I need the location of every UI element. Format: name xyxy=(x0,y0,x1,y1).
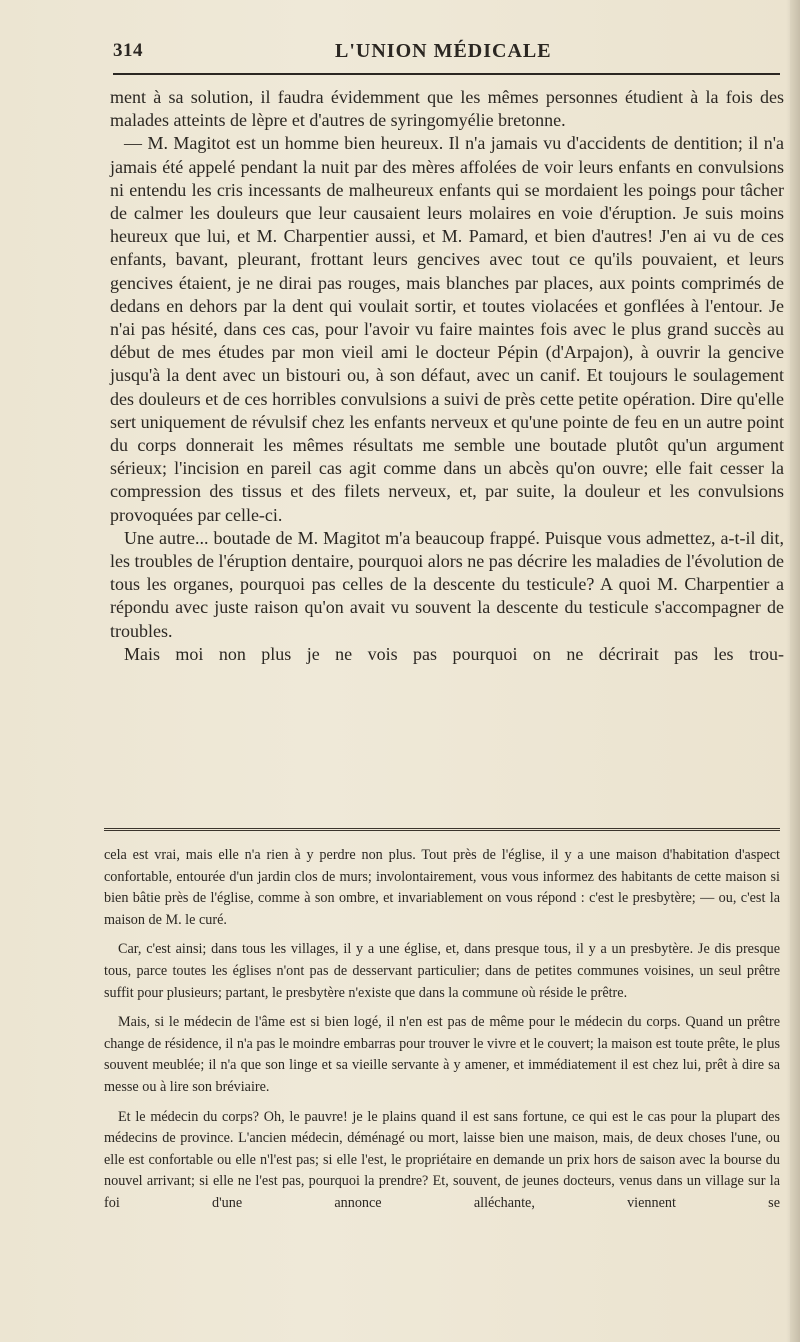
page-number: 314 xyxy=(113,40,143,61)
footnote-paragraph: Mais, si le médecin de l'âme est si bien logé, il n'en est pas de même pour le médecin du corps. Quand un prêtre change de résidence, il n'a pas le moindre embarras pour trouver le vivre et le couvert; la maison est toute prête, le plus souvent meublée; il n'a que son linge et sa vieille servante à y amener, et immédiatement il est chez lui, prêt à dire sa messe ou à lire son bréviaire. xyxy=(104,1014,780,1095)
footnote-rule xyxy=(104,828,780,831)
body-paragraph: Une autre... boutade de M. Magitot m'a beaucoup frappé. Puisque vous admettez, a-t-il dit, les troubles de l'éruption dentaire, pourquoi alors ne pas décrire les maladies de l'évolution de tous les organes, pourquoi pas celles de la descente du testicule? A quoi M. Charpentier a répondu avec juste raison qu'on avait vu souvent la descente du testicule s'accompagner de troubles. xyxy=(110,527,784,641)
running-header xyxy=(113,40,780,70)
body-paragraph: ment à sa solution, il faudra évidemment que les mêmes personnes étudient à la fois des malades atteints de lèpre et d'autres de syringomyélie bretonne. xyxy=(110,87,784,131)
page-edge-shadow xyxy=(786,0,800,1342)
body-paragraph: — M. Magitot est un homme bien heureux. Il n'a jamais vu d'accidents de dentition; il n'a jamais été appelé pendant la nuit par des mères affolées de voir leurs enfants en convulsions ni entendu les cris incessants de malheureux enfants qui se mordaient les poings pour tâcher de calmer les douleurs que leur causaient leurs molaires en voie d'éruption. Je suis moins heureux que lui, et M. Charpentier aussi, et M. Pamard, et bien d'autres! J'en ai vu de ces enfants, bavant, pleurant, frottant leurs gencives avec tout ce qu'ils pouvaient, et leurs gencives étaient, je ne dirai pas rouges, mais blanches par places, aux points comprimés de dedans en dehors par la dent qui voulait sortir, et toutes violacées et gonflées à l'entour. Je n'ai pas hésité, dans ces cas, pour l'avoir vu faire maintes fois avec le plus grand succès au début de mes études par mon vieil ami le docteur Pépin (d'Arpajon), à ouvrir la gencive jusqu'à la dent avec un bistouri ou, à son défaut, avec un canif. Et toujours le soulagement des douleurs et de ces horribles convulsions a suivi de près cette petite opération. Dire qu'elle sert uniquement de révulsif chez les enfants nerveux et qu'une pointe de feu en un autre point du corps donnerait les mêmes résultats me semble une boutade plutôt qu'un argument sérieux; l'incision en pareil cas agit comme dans un abcès qu'on ouvre; elle fait cesser la compression des tissus et des filets nerveux, et, par suite, la douleur et les convulsions provoquées par celle-ci. xyxy=(110,133,784,525)
header-rule xyxy=(113,73,780,75)
journal-title: L'UNION MÉDICALE xyxy=(335,40,552,62)
footnote-paragraph: cela est vrai, mais elle n'a rien à y perdre non plus. Tout près de l'église, il y a une maison d'habitation d'aspect confortable, entourée d'un jardin clos de murs; involontairement, vous vous informez des habitants de cette maison si bien bâtie près de l'église, comme à son ombre, et invariablement on vous répond : c'est le presbytère; — ou, c'est la maison de M. le curé. xyxy=(104,847,780,928)
footnote-paragraph: Et le médecin du corps? Oh, le pauvre! je le plains quand il est sans fortune, ce qui est le cas pour la plupart des médecins de province. L'ancien médecin, déménagé ou mort, laisse bien une maison, mais, de deux choses l'une, ou elle est confortable ou elle n'l'est pas; si elle l'est, le propriétaire en demande un prix hors de saison avec la bourse du nouvel arrivant; si elle ne l'est pas, pourquoi la prendre? Et, souvent, de jeunes docteurs, venus dans un village sur la foi d'une annonce alléchante, viennent se xyxy=(104,1108,780,1211)
footnote-paragraph: Car, c'est ainsi; dans tous les villages, il y a une église, et, dans presque tous, il y a un presbytère. Je dis presque tous, parce toutes les églises n'ont pas de desservant particulier; dans de petites communes voisines, un seul prêtre suffit pour plusieurs; partant, le presbytère n'existe que dans la commune où réside le prêtre. xyxy=(104,941,780,1001)
main-text xyxy=(110,86,784,666)
footnote-text xyxy=(104,845,780,1223)
body-paragraph: Mais moi non plus je ne vois pas pourquoi on ne décrirait pas les trou- xyxy=(124,643,784,664)
